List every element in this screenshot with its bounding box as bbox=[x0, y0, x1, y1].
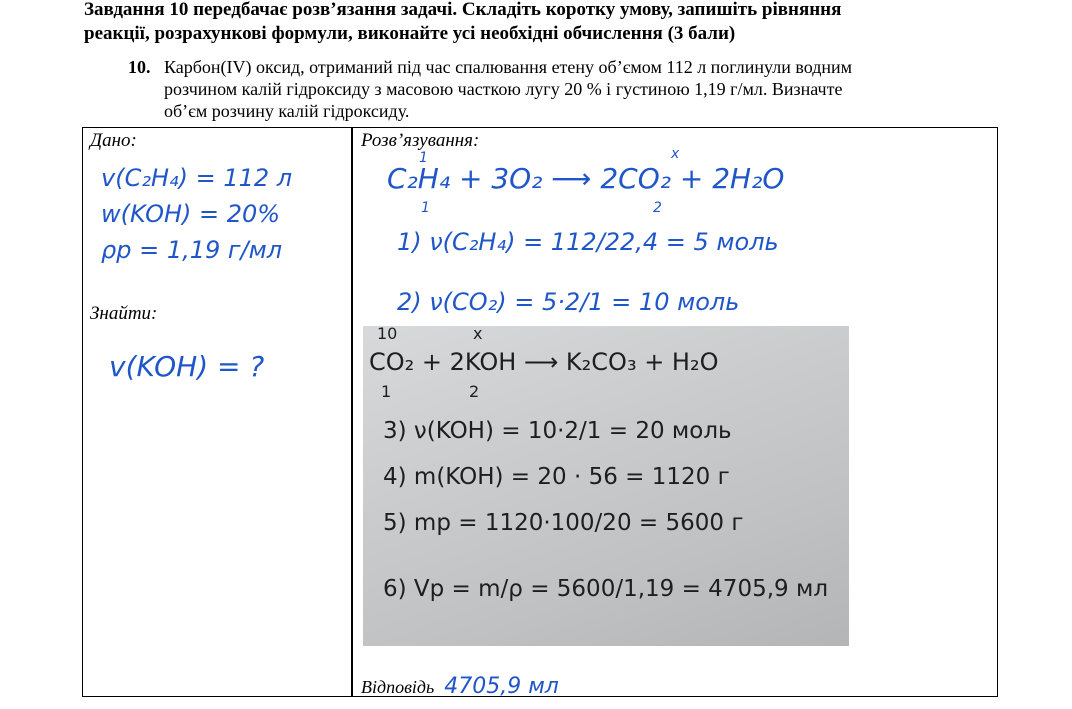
given-label: Дано: bbox=[90, 130, 137, 151]
photo-below-2: 2 bbox=[469, 382, 480, 401]
eq-above-1: 1 bbox=[419, 150, 428, 166]
reaction-equation-1: C₂H₄ + 3O₂ ⟶ 2CO₂ + 2H₂O bbox=[387, 162, 785, 195]
problem-text bbox=[164, 56, 1004, 122]
eq-above-x: x bbox=[671, 146, 680, 162]
eq-below-1: 1 bbox=[421, 200, 430, 216]
photo-below-1: 1 bbox=[381, 382, 392, 401]
answer-label: Відповідь bbox=[361, 677, 435, 697]
reaction-equation-2: CO₂ + 2KOH ⟶ K₂CO₃ + H₂O bbox=[369, 348, 719, 376]
find-label: Знайти: bbox=[90, 303, 158, 324]
task-header-line-1: Завдання 10 передбачає розв’язання задачі. Складіть коротку умову, запишіть рівняння bbox=[84, 0, 842, 20]
step-3: 3) ν(KOH) = 10·2/1 = 20 моль bbox=[383, 418, 732, 444]
step-2: 2) ν(CO₂) = 5·2/1 = 10 моль bbox=[397, 288, 740, 316]
eq-below-2: 2 bbox=[653, 200, 662, 216]
solution-table bbox=[82, 127, 998, 697]
photo-above-10: 10 bbox=[377, 324, 398, 343]
step-1: 1) ν(C₂H₄) = 112/22,4 = 5 моль bbox=[397, 228, 779, 256]
handwritten-photo bbox=[363, 326, 849, 646]
step-4: 4) m(KOH) = 20 · 56 = 1120 г bbox=[383, 464, 730, 490]
column-divider bbox=[351, 128, 353, 696]
photo-above-x: x bbox=[473, 324, 483, 343]
task-header bbox=[84, 0, 1044, 46]
step-5: 5) mр = 1120·100/20 = 5600 г bbox=[383, 510, 744, 536]
solution-label: Розв’язування: bbox=[361, 130, 480, 151]
task-header-line-2: реакції, розрахункові формули, виконайте усі необхідні обчислення (3 бали) bbox=[84, 23, 736, 44]
step-6: 6) Vр = m/ρ = 5600/1,19 = 4705,9 мл bbox=[383, 576, 829, 602]
given-line-3: ρр = 1,19 г/мл bbox=[101, 236, 283, 264]
given-line-2: w(KOH) = 20% bbox=[101, 200, 281, 228]
answer bbox=[361, 674, 559, 699]
problem-line-1: Карбон(IV) оксид, отриманий під час спалювання етену об’ємом 112 л поглинули водним bbox=[164, 57, 853, 77]
find-line-1: v(KOH) = ? bbox=[109, 350, 265, 383]
problem-line-3: об’єм розчину калій гідроксиду. bbox=[164, 101, 410, 121]
given-line-1: v(C₂H₄) = 112 л bbox=[101, 164, 293, 192]
answer-value: 4705,9 мл bbox=[444, 674, 559, 699]
problem-number: 10. bbox=[128, 57, 151, 77]
problem-line-2: розчином калій гідроксиду з масовою часткою лугу 20 % і густиною 1,19 г/мл. Визначте bbox=[164, 79, 843, 99]
